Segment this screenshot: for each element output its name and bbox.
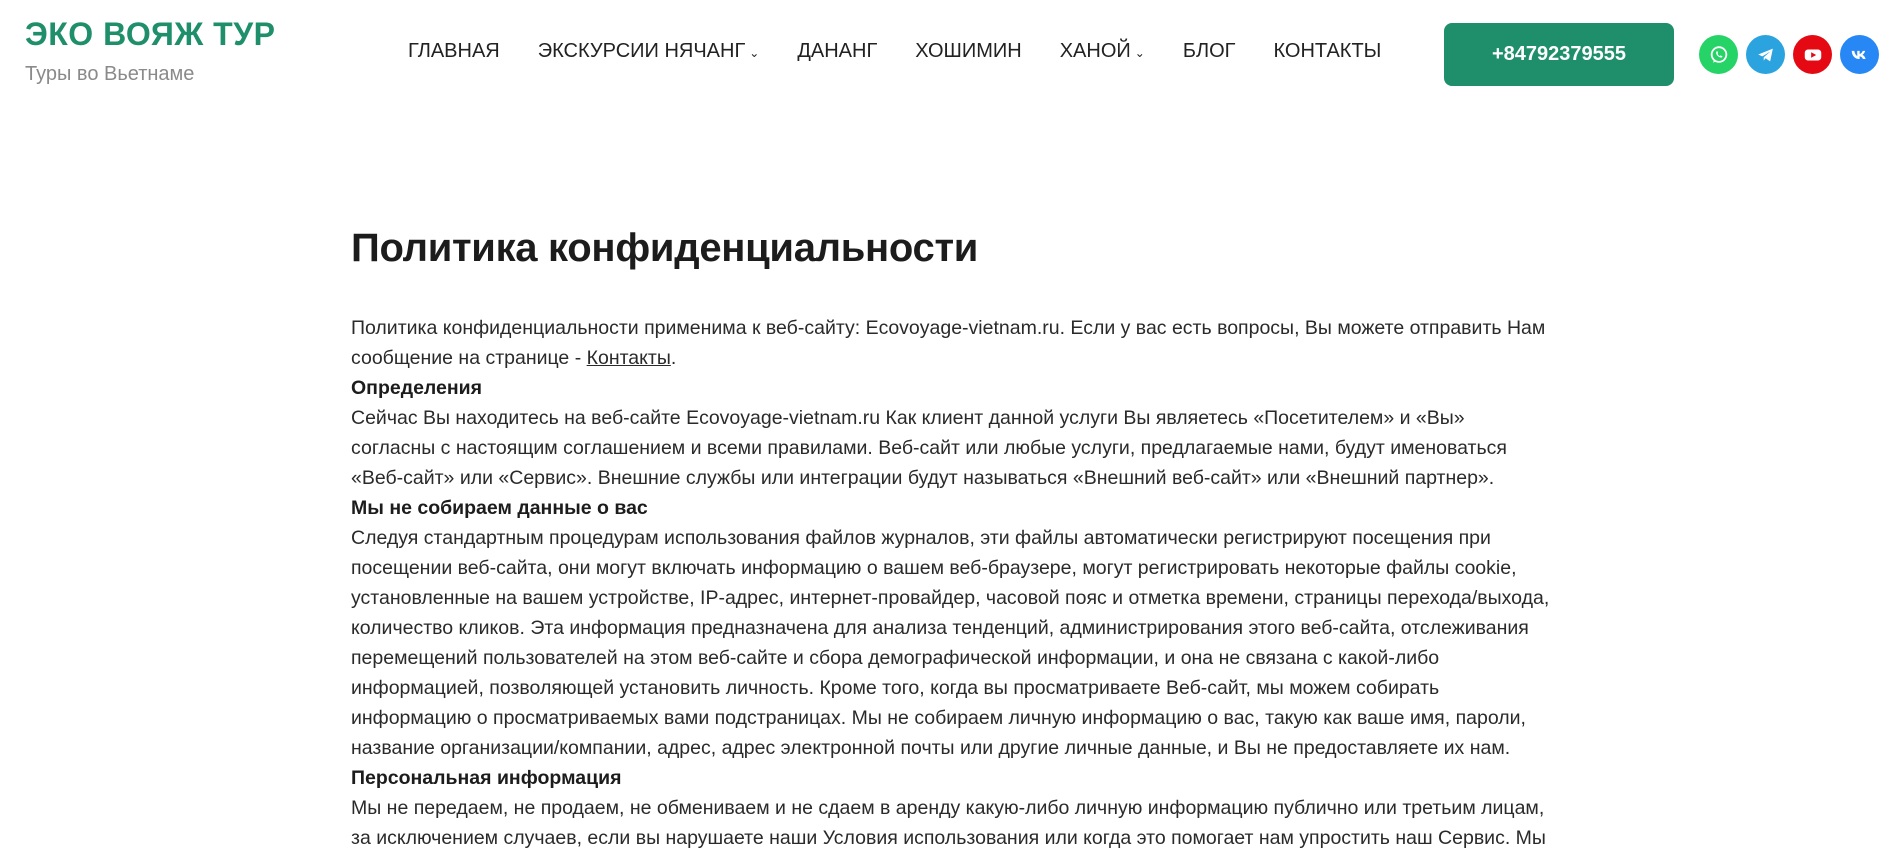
section-heading-definitions: Определения bbox=[351, 377, 483, 399]
section-text-personal-info: Мы не передаем, не продаем, не обмениваем и не сдаем в аренду какую-либо личную информацию публично или третьим лицам, за исключением случаев, если вы нарушаете наши Условия использования или когда это помогает нам упростить наш Сервис. Мы bbox=[351, 797, 1546, 849]
section-heading-no-data: Мы не собираем данные о вас bbox=[351, 497, 648, 519]
social-links bbox=[1699, 35, 1879, 74]
nav-item-home[interactable] bbox=[408, 40, 500, 63]
nav-item-hochiminh[interactable] bbox=[915, 40, 1021, 63]
nav-item-label: КОНТАКТЫ bbox=[1273, 40, 1382, 62]
nav-item-label: ДАНАНГ bbox=[797, 40, 878, 62]
nav-item-danang[interactable] bbox=[797, 40, 877, 63]
nav-item-blog[interactable] bbox=[1183, 40, 1236, 63]
page-title: Политика конфиденциальности bbox=[351, 226, 979, 270]
main-nav bbox=[408, 40, 1381, 63]
main-content bbox=[351, 226, 1551, 853]
section-text-definitions: Сейчас Вы находитесь на веб-сайте Ecovoyage-vietnam.ru Как клиент данной услуги Вы являетесь «Посетителем» и «Вы» согласны с настоящим соглашением и всеми правилами. Веб-сайт или любые услуги, предлагаемые нами, будут именоваться «Веб-сайт» или «Сервис». Внешние службы или интеграции будут называться «Внешний веб-сайт» или «Внешний партнер». bbox=[351, 407, 1507, 489]
nav-item-label: ХОШИМИН bbox=[915, 40, 1022, 62]
chevron-down-icon: ⌄ bbox=[749, 45, 760, 60]
nav-item-label: ХАНОЙ bbox=[1059, 40, 1131, 62]
phone-button[interactable]: +84792379555 bbox=[1444, 23, 1674, 86]
youtube-icon[interactable] bbox=[1793, 35, 1832, 74]
section-heading-personal-info: Персональная информация bbox=[351, 767, 622, 789]
contacts-link[interactable]: Контакты bbox=[586, 347, 671, 369]
site-logo[interactable] bbox=[25, 16, 275, 86]
nav-item-label: БЛОГ bbox=[1182, 40, 1236, 62]
whatsapp-icon[interactable] bbox=[1699, 35, 1738, 74]
logo-subtitle: Туры во Вьетнаме bbox=[25, 63, 195, 85]
telegram-icon[interactable] bbox=[1746, 35, 1785, 74]
intro-end: . bbox=[670, 347, 677, 369]
chevron-down-icon: ⌄ bbox=[1134, 45, 1145, 60]
nav-item-nhatrang-excursions[interactable] bbox=[538, 40, 760, 63]
intro-paragraph bbox=[351, 313, 1551, 373]
vk-icon[interactable] bbox=[1840, 35, 1879, 74]
nav-item-contacts[interactable] bbox=[1273, 40, 1381, 63]
nav-item-label: ЭКСКУРСИИ НЯЧАНГ bbox=[537, 40, 746, 62]
logo-title[interactable]: ЭКО ВОЯЖ ТУР bbox=[25, 16, 276, 52]
nav-item-label: ГЛАВНАЯ bbox=[408, 40, 500, 62]
intro-text: Политика конфиденциальности применима к веб-сайту: Ecovoyage-vietnam.ru. Если у вас есть вопросы, Вы можете отправить Нам сообщение на странице - bbox=[351, 317, 1546, 369]
site-header bbox=[0, 0, 1891, 110]
nav-item-hanoi[interactable] bbox=[1060, 40, 1145, 63]
section-text-no-data: Следуя стандартным процедурам использования файлов журналов, эти файлы автоматически регистрируют посещения при посещении веб-сайта, они могут включать информацию о вашем веб-браузере, могут регистрировать некоторые файлы cookie, установленные на вашем устройстве, IP-адрес, интернет-провайдер, часовой пояс и отметка времени, страницы перехода/выхода, количество кликов. Эта информация предназначена для анализа тенденций, администрирования этого веб-сайта, отслеживания перемещений пользователей на этом веб-сайте и сбора демографической информации, и она не связана с какой-либо информацией, позволяющей установить личность. Кроме того, когда вы просматриваете Веб-сайт, мы можем собирать информацию о просматриваемых вами подстраницах. Мы не собираем личную информацию о вас, такую как ваше имя, пароли, название организации/компании, адрес, адрес электронной почты или другие личные данные, и Вы не предоставляете их нам. bbox=[351, 527, 1550, 759]
